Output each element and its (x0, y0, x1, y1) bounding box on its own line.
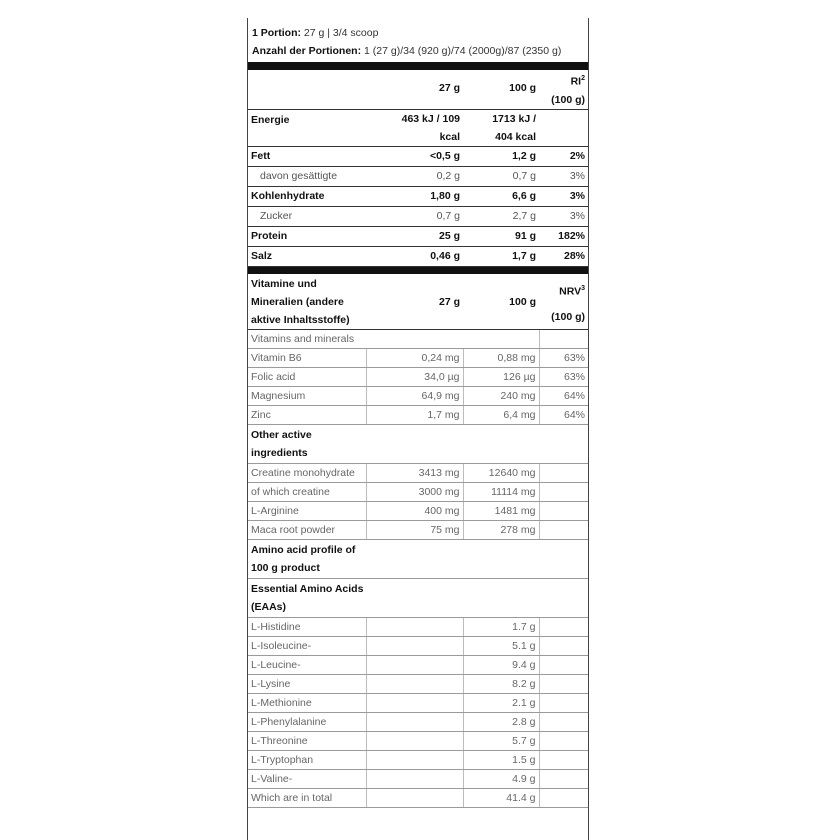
col-nrv: NRV$^3$ (100 g) (539, 274, 588, 330)
amino-acid-row: L-Isoleucine- 5.1 g (248, 636, 588, 655)
vitamin-row: Magnesium 64,9 mg 240 mg 64% (248, 386, 588, 405)
servings-count-line: Anzahl der Portionen: 1 (27 g)/34 (920 g)/74 (2000g)/87 (2350 g) (252, 45, 562, 57)
col-ri: $RI^2$ (100 g) (539, 70, 588, 109)
nutrient-row: Protein 25 g 91 g 182% (248, 226, 588, 246)
portion-line: 1 Portion: 27 g | 3/4 scoop (252, 27, 379, 39)
ingredient-row: of which creatine 3000 mg 11114 mg (248, 482, 588, 501)
vitamin-table (248, 274, 588, 808)
vitamin-row: Zinc 1,7 mg 6,4 mg 64% (248, 405, 588, 424)
amino-acid-row: L-Lysine 8.2 g (248, 674, 588, 693)
amino-acid-row: L-Leucine- 9.4 g (248, 655, 588, 674)
amino-acid-row: L-Valine- 4.9 g (248, 769, 588, 788)
col-100g: 100 g (463, 70, 539, 109)
nutrient-rows (248, 146, 588, 266)
amino-acid-row: L-Threonine 5.7 g (248, 731, 588, 750)
other-rows (248, 463, 588, 539)
vitamin-header-label: Vitamine und Mineralien (andere aktive Inhaltsstoffe) (248, 274, 366, 330)
nutrition-table (248, 70, 588, 267)
amino-acid-row: L-Tryptophan 1.5 g (248, 750, 588, 769)
amino-acid-row: L-Methionine 2.1 g (248, 693, 588, 712)
nutrient-row: Kohlenhydrate 1,80 g 6,6 g 3% (248, 186, 588, 206)
energy-100g: 1713 kJ / 404 kcal (463, 109, 539, 146)
thick-divider (248, 62, 588, 70)
ingredient-row: Creatine monohydrate 3413 mg 12640 mg (248, 463, 588, 482)
thick-divider (248, 267, 588, 274)
nutrient-row: Fett <0,5 g 1,2 g 2% (248, 146, 588, 166)
nutrient-row: davon gesättigte 0,2 g 0,7 g 3% (248, 166, 588, 186)
col-27g: 27 g (366, 70, 463, 109)
amino-acid-row: L-Phenylalanine 2.8 g (248, 712, 588, 731)
column-header-row (248, 70, 588, 109)
amino-acid-row: Which are in total 41.4 g (248, 788, 588, 807)
vitamin-row: Vitamin B6 0,24 mg 0,88 mg 63% (248, 348, 588, 367)
vitamin-row: Folic acid 34,0 µg 126 µg 63% (248, 367, 588, 386)
energy-row: Energie 463 kJ / 109 kcal 1713 kJ / 404 kcal (248, 109, 588, 146)
vitamin-rows (248, 348, 588, 424)
amino-acid-row: L-Histidine 1.7 g (248, 617, 588, 636)
ingredient-row: Maca root powder 75 mg 278 mg (248, 520, 588, 539)
nutrient-row: Zucker 0,7 g 2,7 g 3% (248, 206, 588, 226)
ingredient-row: L-Arginine 400 mg 1481 mg (248, 501, 588, 520)
vitamin-header-row: Vitamine und Mineralien (andere aktive Inhaltsstoffe) 27 g 100 g NRV$^3$ (100 g) (248, 274, 588, 330)
other-title-row: Other active ingredients (248, 424, 588, 463)
energy-27g: 463 kJ / 109 kcal (366, 109, 463, 146)
amino-title-row: Amino acid profile of 100 g product (248, 539, 588, 578)
amino-rows (248, 617, 588, 807)
eaa-title-row: Essential Amino Acids (EAAs) (248, 578, 588, 617)
serving-info (248, 18, 588, 60)
vitamins-title-row: Vitamins and minerals (248, 329, 588, 348)
nutrition-label (247, 18, 589, 840)
nutrient-row: Salz 0,46 g 1,7 g 28% (248, 246, 588, 266)
